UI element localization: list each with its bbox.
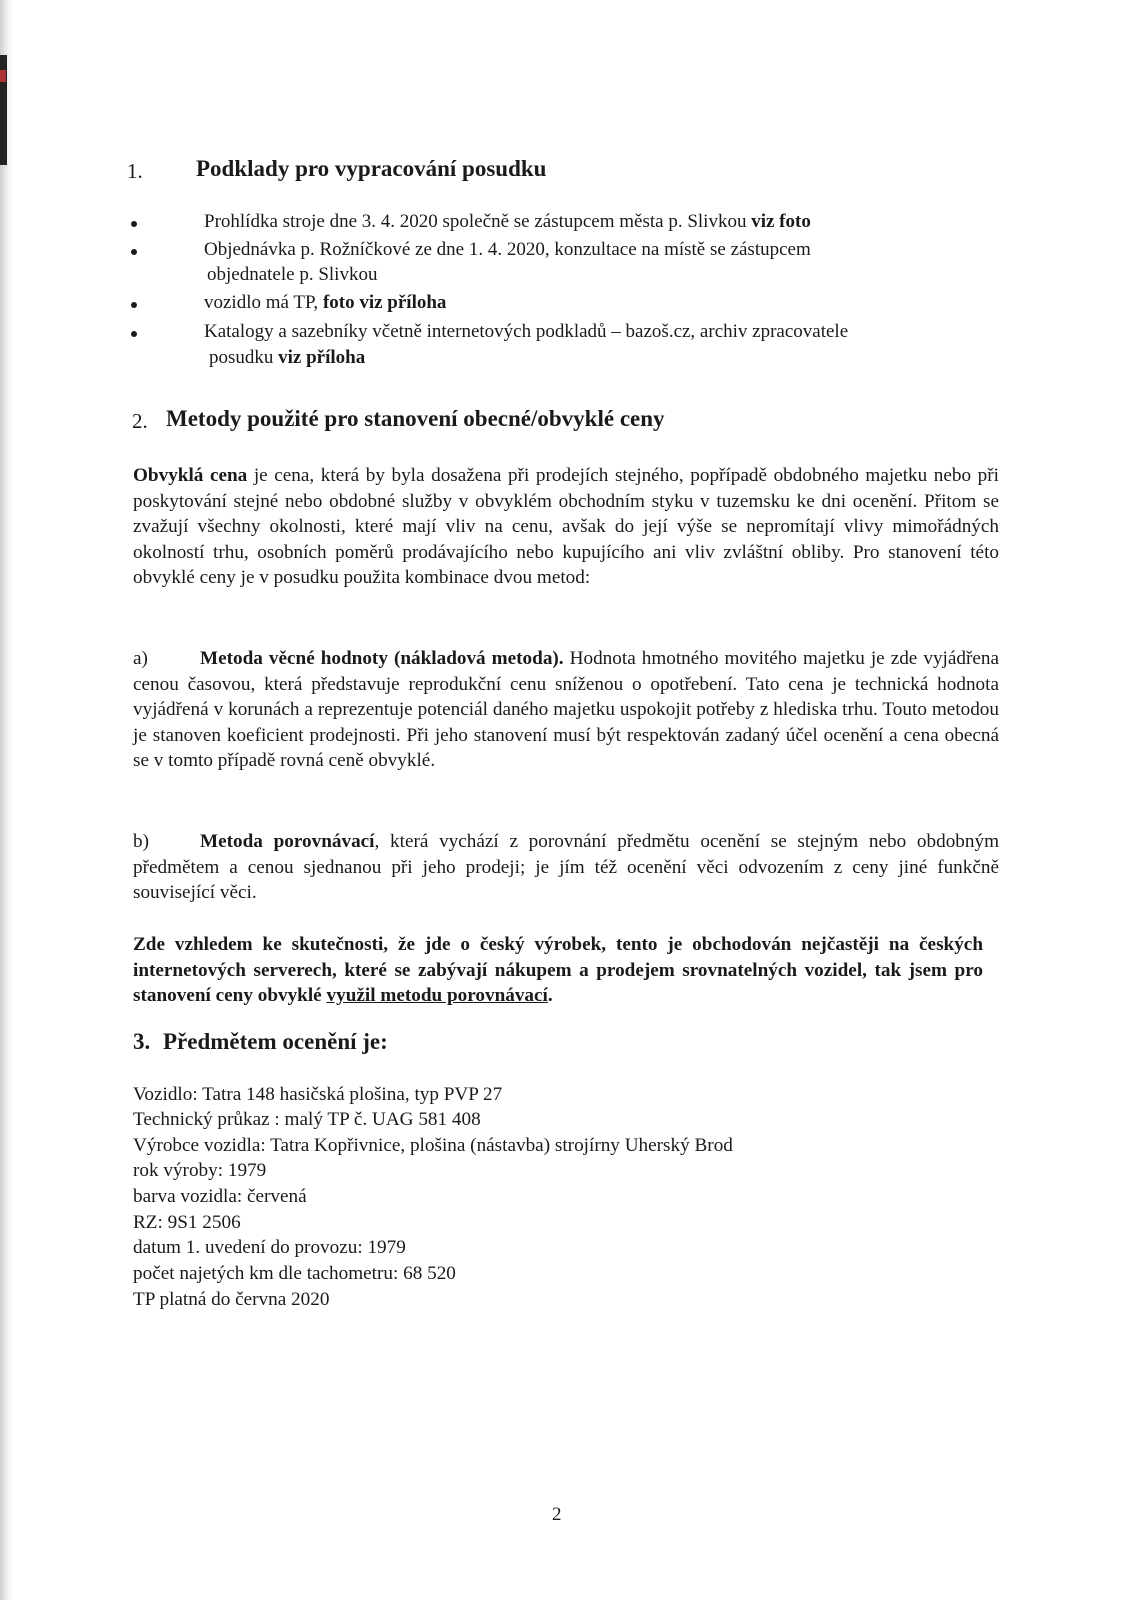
section2-number: 2.	[132, 409, 148, 433]
method-a-paragraph: a) Metoda věcné hodnoty (nákladová metoda). Hodnota hmotného movitého majetku je zde vyjádřena cenou časovou, která představuje reprodukční cenu sníženou o opotřebení. Tato cena je technická hodnota vyjádřená v korunách a reprezentuje potenciál daného majetku uspokojit potřeby z hlediska trhu. Touto metodou je stanoven koeficient prodejnosti. Při jeho stanovení musí být respektován zadaný účel ocenění a cena obecná se v tomto případě rovná ceně obvyklé.	[133, 648, 999, 771]
obvykla-cena-paragraph: Obvyklá cena je cena, která by byla dosažena při prodejích stejného, popřípadě obdobného majetku nebo při poskytování stejné nebo obdobné služby v obvyklém obchodním styku v tuzemsku ke dni ocenění. Přitom se zvažují všechny okolnosti, které mají vliv na cenu, avšak do její výše se nepromítají vlivy mimořádných okolností trhu, osobních poměrů prodávajícího nebo kupujícího ani vliv zvláštní obliby. Pro stanovení této obvyklé ceny je v posudku použita kombinace dvou metod:	[133, 465, 999, 588]
bullet-3: vozidlo má TP, foto viz příloha	[204, 292, 447, 313]
bullet-4-line2: posudku viz příloha	[209, 347, 366, 368]
bullet-4-line1: Katalogy a sazebníky včetně internetových podkladů – bazoš.cz, archiv zpracovatele	[204, 321, 849, 342]
vehicle-info-line: datum 1. uvedení do provozu: 1979	[133, 1237, 406, 1258]
vehicle-info-line: rok výroby: 1979	[133, 1160, 267, 1181]
section1-title: Podklady pro vypracování posudku	[196, 156, 547, 181]
vehicle-info-line: TP platná do června 2020	[133, 1289, 330, 1310]
section3-title: Předmětem ocenění je:	[163, 1029, 388, 1054]
scan-mark-red	[0, 70, 6, 82]
section2-title: Metody použité pro stanovení obecné/obvyklé ceny	[166, 406, 665, 431]
vehicle-info-line: Technický průkaz : malý TP č. UAG 581 408	[133, 1109, 481, 1130]
vehicle-info-line: RZ: 9S1 2506	[133, 1212, 241, 1233]
vehicle-info-line: počet najetých km dle tachometru: 68 520	[133, 1263, 456, 1284]
vehicle-info-line: barva vozidla: červená	[133, 1186, 307, 1207]
section1-number: 1.	[127, 159, 143, 183]
bullet-dot	[131, 331, 137, 337]
section3-number: 3.	[133, 1029, 151, 1054]
bullet-dot	[131, 302, 137, 308]
bullet-2-line2: objednatele p. Slivkou	[207, 264, 378, 285]
method-b-paragraph: b) Metoda porovnávací, která vychází z porovnání předmětu ocenění se stejným nebo obdobným předmětem a cenou sjednanou při jeho prodeji; je jím též ocenění věci odvozením z ceny jiné funkčně související věci.	[133, 831, 999, 903]
bullet-dot	[131, 249, 137, 255]
conclusion-paragraph: Zde vzhledem ke skutečnosti, že jde o český výrobek, tento je obchodován nejčastěji na českých internetových serverech, které se zabývají nákupem a prodejem srovnatelných vozidel, tak jsem pro stanovení ceny obvyklé využil metodu porovnávací.	[133, 934, 983, 1006]
vehicle-info-line: Vozidlo: Tatra 148 hasičská plošina, typ PVP 27	[133, 1084, 503, 1105]
bullet-1: Prohlídka stroje dne 3. 4. 2020 společně se zástupcem města p. Slivkou viz foto	[204, 211, 811, 232]
page-number: 2	[552, 1504, 562, 1525]
scan-edge	[0, 0, 14, 1600]
vehicle-info-line: Výrobce vozidla: Tatra Kopřivnice, plošina (nástavba) strojírny Uherský Brod	[133, 1135, 733, 1156]
bullet-dot	[131, 221, 137, 227]
bullet-2-line1: Objednávka p. Rožníčkové ze dne 1. 4. 2020, konzultace na místě se zástupcem	[204, 239, 811, 260]
